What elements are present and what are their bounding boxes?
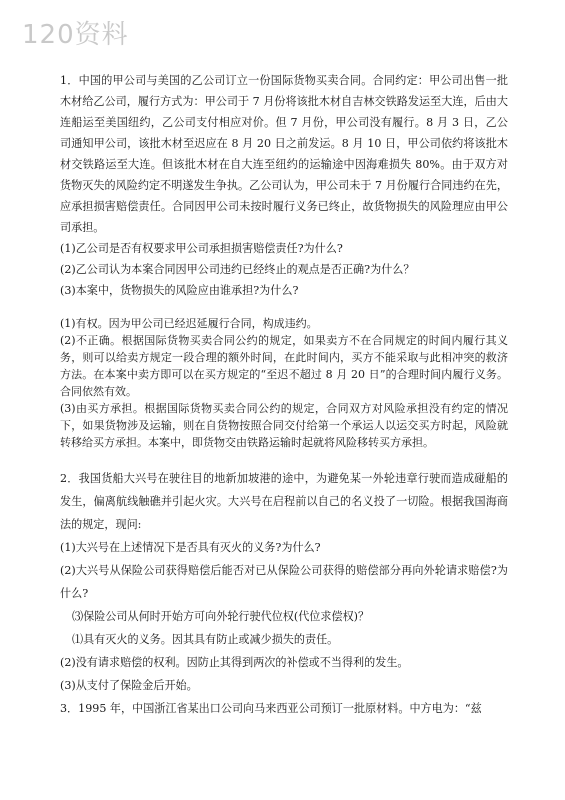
question-1-item-1: (1)乙公司是否有权要求甲公司承担损害赔偿责任?为什么?: [60, 242, 343, 255]
question-2-section: [60, 467, 508, 720]
answer-2-item-2: (2)没有请求赔偿的权利。因防止其得到两次的补偿或不当得利的发生。: [60, 656, 409, 669]
answer-1-item-1: (1)有权。因为甲公司已经迟延履行合同，构成违约。: [60, 317, 318, 330]
answer-1-item-3: (3)由买方承担。根据国际货物买卖合同公约的规定，合同双方对风险承担没有约定的情况下，如果货物涉及运输，则在自货物按照合同交付给第一个承运人以运交买方时起，风险就转移给买方承担。本案中，即货物交由铁路运输时起就将风险移转买方承担。: [60, 402, 508, 449]
question-2-item-2: (2)大兴号从保险公司获得赔偿后能否对已从保险公司获得的赔偿部分再向外轮请求赔偿?为什么?: [60, 564, 508, 600]
question-2-item-1: (1)大兴号在上述情况下是否具有灭火的义务?为什么?: [60, 541, 321, 554]
question-1-item-2: (2)乙公司认为本案合同因甲公司违约已经终止的观点是否正确?为什么？: [60, 263, 415, 276]
question-2-item-3: ⑶保险公司从何时开始方可向外轮行驶代位权(代位求偿权)？: [72, 610, 370, 623]
question-2-body: 2．我国货船大兴号在驶往目的地新加坡港的途中，为避免某一外轮违章行驶而造成碰船的发生，偏离航线触礁并引起火灾。大兴号在启程前以自己的名义投了一切险。根据我国海商法的规定，现问:: [60, 472, 508, 531]
question-3-body: 3．1995 年，中国浙江省某出口公司向马来西亚公司预订一批原材料。中方电为：“兹: [60, 702, 482, 715]
question-1-item-3: (3)本案中，货物损失的风险应由谁承担?为什么?: [60, 284, 299, 297]
question-1-body: 1．中国的甲公司与美国的乙公司订立一份国际货物买卖合同。合同约定：甲公司出售一批木材给乙公司，履行方式为：甲公司于 7 月份将该批木材自吉林交铁路发运至大连，后由大连船运至美国纽约，乙公司支付相应对价。但 7 月份，甲公司没有履行。8 月 3 日，乙公司通知甲公司，该批木材至迟应在 8 月 20 日之前发运。8 月 10 日，甲公司依约将该批木材交铁路运至大连。但该批木材在自大连至纽约的运输途中因海难损失 80%。由于双方对货物灭失的风险约定不明遂发生争执。乙公司认为，甲公司未于 7 月份履行合同违约在先，应承担损害赔偿责任。合同因甲公司未按时履行义务已终止，故货物损失的风险理应由甲公司承担。: [60, 74, 508, 234]
answer-1-block: [60, 315, 508, 451]
answer-1-item-2: (2)不正确。根据国际货物买卖合同公约的规定，如果卖方不在合同规定的时间内履行其义务，则可以给卖方规定一段合理的额外时间，在此时间内，买方不能采取与此相冲突的救济方法。在本案中卖方即可以在买方规定的“至迟不超过 8 月 20 日”的合理时间内履行义务。合同依然有效。: [60, 334, 508, 398]
answer-2-item-3: (3)从支付了保险金后开始。: [60, 679, 198, 692]
answer-2-item-1: ⑴具有灭火的义务。因其具有防止或减少损失的责任。: [72, 633, 339, 646]
watermark-logo: 120资料: [22, 20, 129, 50]
document-page: [60, 70, 508, 720]
